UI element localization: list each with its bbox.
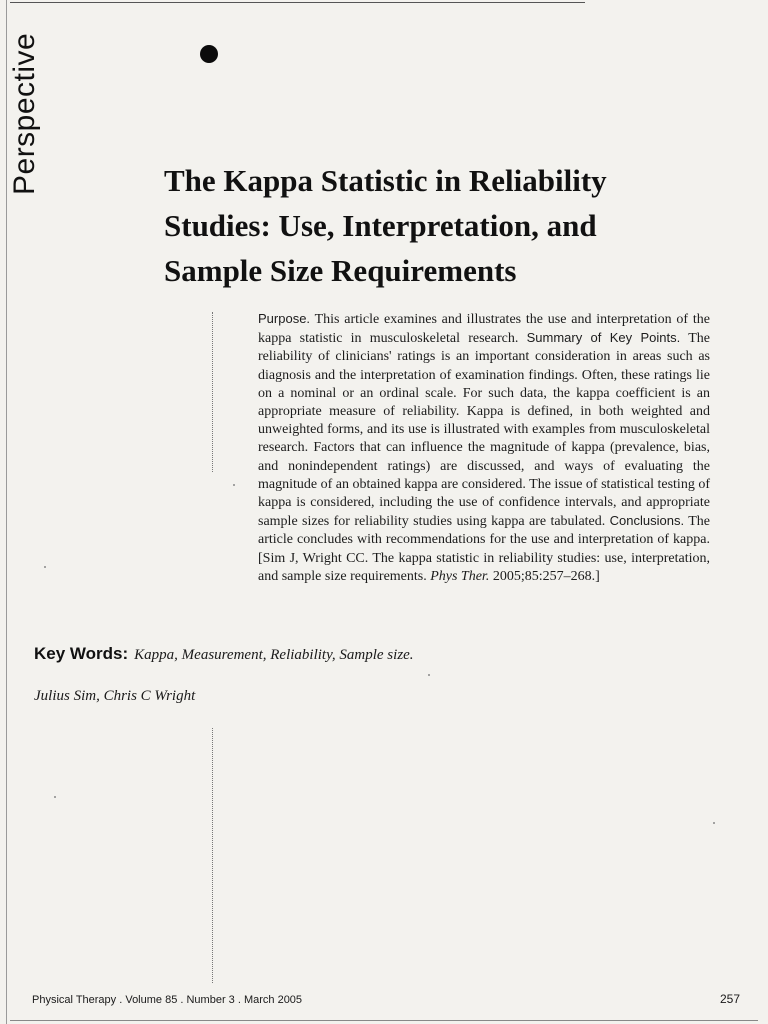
title-line: Sample Size Requirements (164, 253, 517, 288)
scan-speck (713, 822, 715, 824)
title-line: The Kappa Statistic in Reliability (164, 163, 607, 198)
purpose-heading: Purpose. (258, 311, 311, 326)
conclusions-text: The article concludes with recommendations for the use and interpretation of kappa. [Sim J, Wright CC. The kappa statistic in reliability studies: use, interpretation, and sample size requirements. (258, 514, 710, 584)
scan-speck (54, 796, 56, 798)
summary-heading: Summary of Key Points. (526, 330, 681, 346)
article-title (164, 158, 684, 293)
purpose-text: This article examines and illustrates the use and interpretation of the kappa statistic in musculoskeletal research. (258, 312, 710, 347)
dotted-divider (212, 728, 213, 983)
summary-text: The reliability of clinicians' ratings is an important consideration in areas such as diagnosis and the interpretation of examination findings. Often, these ratings lie on a nominal or an ordinal scale. For such data, the kappa coefficient is an appropriate measure of reliability. Kappa is defined, in both weighted and unweighted forms, and its use is illustrated with examples from musculoskeletal research. Factors that can influence the magnitude of kappa (prevalence, bias, and nonindependent ratings) are discussed, and ways of evaluating the magnitude of an obtained kappa are considered. The issue of statistical testing of kappa is considered, including the use of confidence intervals, and appropriate sample sizes for reliability studies using kappa are tabulated. (258, 331, 710, 530)
abstract (258, 310, 710, 586)
citation-tail: 2005;85:257–268.] (489, 568, 600, 584)
keywords (34, 644, 414, 664)
conclusions-heading: Conclusions. (609, 513, 685, 529)
journal-abbrev: Phys Ther. (430, 568, 490, 584)
bullet-icon (200, 45, 218, 63)
section-label: Perspective (8, 32, 41, 195)
keywords-label: Key Words: (34, 644, 129, 663)
title-line: Studies: Use, Interpretation, and (164, 208, 597, 243)
page-number: 257 (719, 992, 740, 1006)
scan-speck (233, 484, 235, 486)
top-rule (10, 2, 585, 3)
bottom-rule (10, 1020, 758, 1021)
scan-speck (44, 566, 46, 568)
footer-journal: Physical Therapy . Volume 85 . Number 3 . March 2005 (32, 994, 303, 1006)
authors: Julius Sim, Chris C Wright (34, 688, 196, 704)
scan-speck (428, 674, 430, 676)
page-left-edge (6, 0, 7, 1024)
keywords-text: Kappa, Measurement, Reliability, Sample size. (134, 647, 414, 663)
dotted-divider (212, 312, 213, 472)
